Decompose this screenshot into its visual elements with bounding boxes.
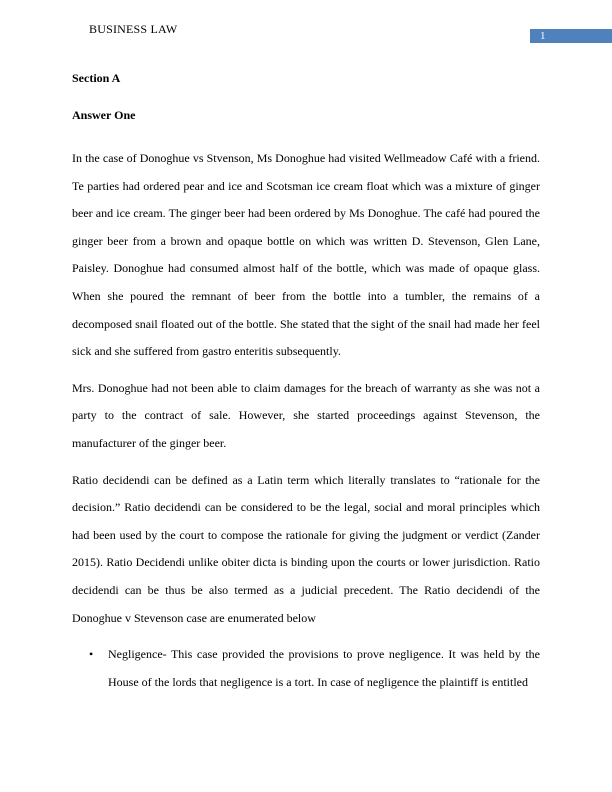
document-body [72,70,540,696]
paragraph-case-facts: In the case of Donoghue vs Stvenson, Ms Donoghue had visited Wellmeadow Café with a friend. Te parties had ordered pear and ice and Scotsman ice cream float which was a mixture of ginger beer and ice cream. The ginger beer had been ordered by Ms Donoghue. The café had poured the ginger beer from a brown and opaque bottle on which was written D. Stevenson, Glen Lane, Paisley. Donoghue had consumed almost half of the bottle, which was made of opaque glass. When she poured the remnant of beer from the bottle into a tumbler, the remains of a decomposed snail floated out of the bottle. She stated that the sight of the snail had made her feel sick and she suffered from gastro enteritis subsequently. [72,151,540,359]
paragraph-proceedings: Mrs. Donoghue had not been able to claim damages for the breach of warranty as she was not a party to the contract of sale. However, she started proceedings against Stevenson, the manufacturer of the ginger beer. [72,380,540,450]
paragraph-ratio-decidendi: Ratio decidendi can be defined as a Latin term which literally translates to “rationale for the decision.” Ratio decidendi can be considered to be the legal, social and moral principles which had been used by the court to compose the rationale for giving the judgment or verdict (Zander 2015). Ratio Decidendi unlike obiter dicta is binding upon the courts or lower jurisdiction. Ratio decidendi can be thus be also termed as a judicial precedent. The Ratio decidendi of the Donoghue v Stevenson case are enumerated below [72,472,540,625]
section-heading: Section A [72,71,121,85]
page-number-badge [530,29,612,43]
bullet-icon: • [89,647,94,662]
bullet-text: Negligence- This case provided the provisions to prove negligence. It was held by the House of the lords that negligence is a tort. In case of negligence the plaintiff is entitled [108,647,540,689]
page-number: 1 [540,30,546,42]
running-header-title: BUSINESS LAW [89,22,178,36]
answer-heading: Answer One [72,108,136,122]
ratio-bullet-list [72,641,540,696]
bullet-item-negligence [72,641,540,696]
